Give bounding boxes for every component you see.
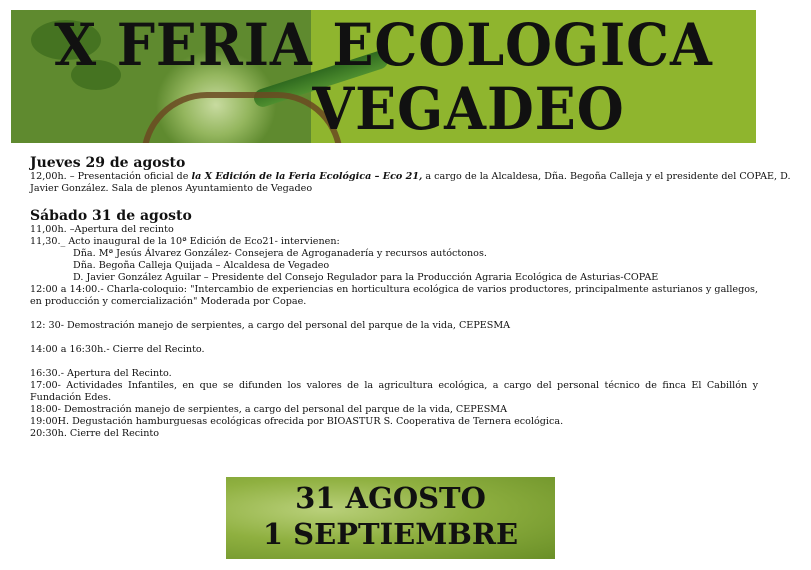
text-segment: a cargo de la Alcaldesa, Dña. Begoña Calleja y el presidente del COPAE, D. bbox=[422, 171, 791, 182]
day2-section bbox=[30, 208, 758, 440]
day2-title: Sábado 31 de agosto bbox=[30, 208, 192, 224]
event-title-emphasis: la X Edición de la Feria Ecológica – Eco 21, bbox=[191, 171, 423, 182]
schedule-item: 12:00 a 14:00.- Charla-coloquio: "Intercambio de experiencias en horticultura ecológica de varios productores, principalmente asturianos y gallegos, en producción y comercialización" Moderada por Copae. bbox=[30, 284, 758, 307]
speaker-item: Dña. Begoña Calleja Quijada – Alcaldesa de Vegadeo bbox=[73, 260, 330, 271]
schedule-item: 11,00h. –Apertura del recinto bbox=[30, 224, 174, 235]
schedule-item: 19:00H. Degustación hamburguesas ecológicas ofrecida por BIOASTUR S. Cooperativa de Ternera ecológica. bbox=[30, 416, 564, 427]
header-banner bbox=[11, 10, 756, 143]
day1-line: Javier González. Sala de plenos Ayuntamiento de Vegadeo bbox=[30, 183, 313, 194]
dates-line1: 31 AGOSTO bbox=[295, 481, 486, 515]
dates-line2: 1 SEPTIEMBRE bbox=[262, 517, 519, 551]
speaker-item: Dña. Mª Jesús Álvarez González- Consejera de Agroganadería y recursos autóctonos. bbox=[73, 248, 487, 259]
day1-section bbox=[30, 155, 791, 195]
day1-title: Jueves 29 de agosto bbox=[30, 155, 186, 171]
schedule-item: 11,30._ Acto inaugural de la 10ª Edición de Eco21- intervienen: bbox=[30, 236, 340, 247]
speaker-item: D. Javier González Aguilar – Presidente del Consejo Regulador para la Producción Agraria Ecológica de Asturias-COPAE bbox=[73, 272, 659, 283]
schedule-item: 17:00- Actividades Infantiles, en que se difunden los valores de la agricultura ecológica, a cargo del personal técnico de finca El Cabillón y Fundación Edes. bbox=[30, 380, 758, 403]
dates-banner bbox=[226, 477, 555, 559]
banner-title-line2: VEGADEO bbox=[312, 75, 625, 143]
schedule-item: 20:30h. Cierre del Recinto bbox=[30, 428, 160, 439]
text-segment: 12,00h. – Presentación oficial de bbox=[30, 171, 192, 182]
schedule-item: 14:00 a 16:30h.- Cierre del Recinto. bbox=[30, 344, 205, 355]
day1-line bbox=[30, 171, 791, 183]
schedule-item: 18:00- Demostración manejo de serpientes, a cargo del personal del parque de la vida, CEPESMA bbox=[30, 404, 508, 415]
banner-title-line1: X FERIA ECOLOGICA bbox=[54, 11, 713, 79]
schedule-item: 16:30.- Apertura del Recinto. bbox=[30, 368, 172, 379]
schedule-item: 12: 30- Demostración manejo de serpientes, a cargo del personal del parque de la vida, CEPESMA bbox=[30, 320, 511, 331]
